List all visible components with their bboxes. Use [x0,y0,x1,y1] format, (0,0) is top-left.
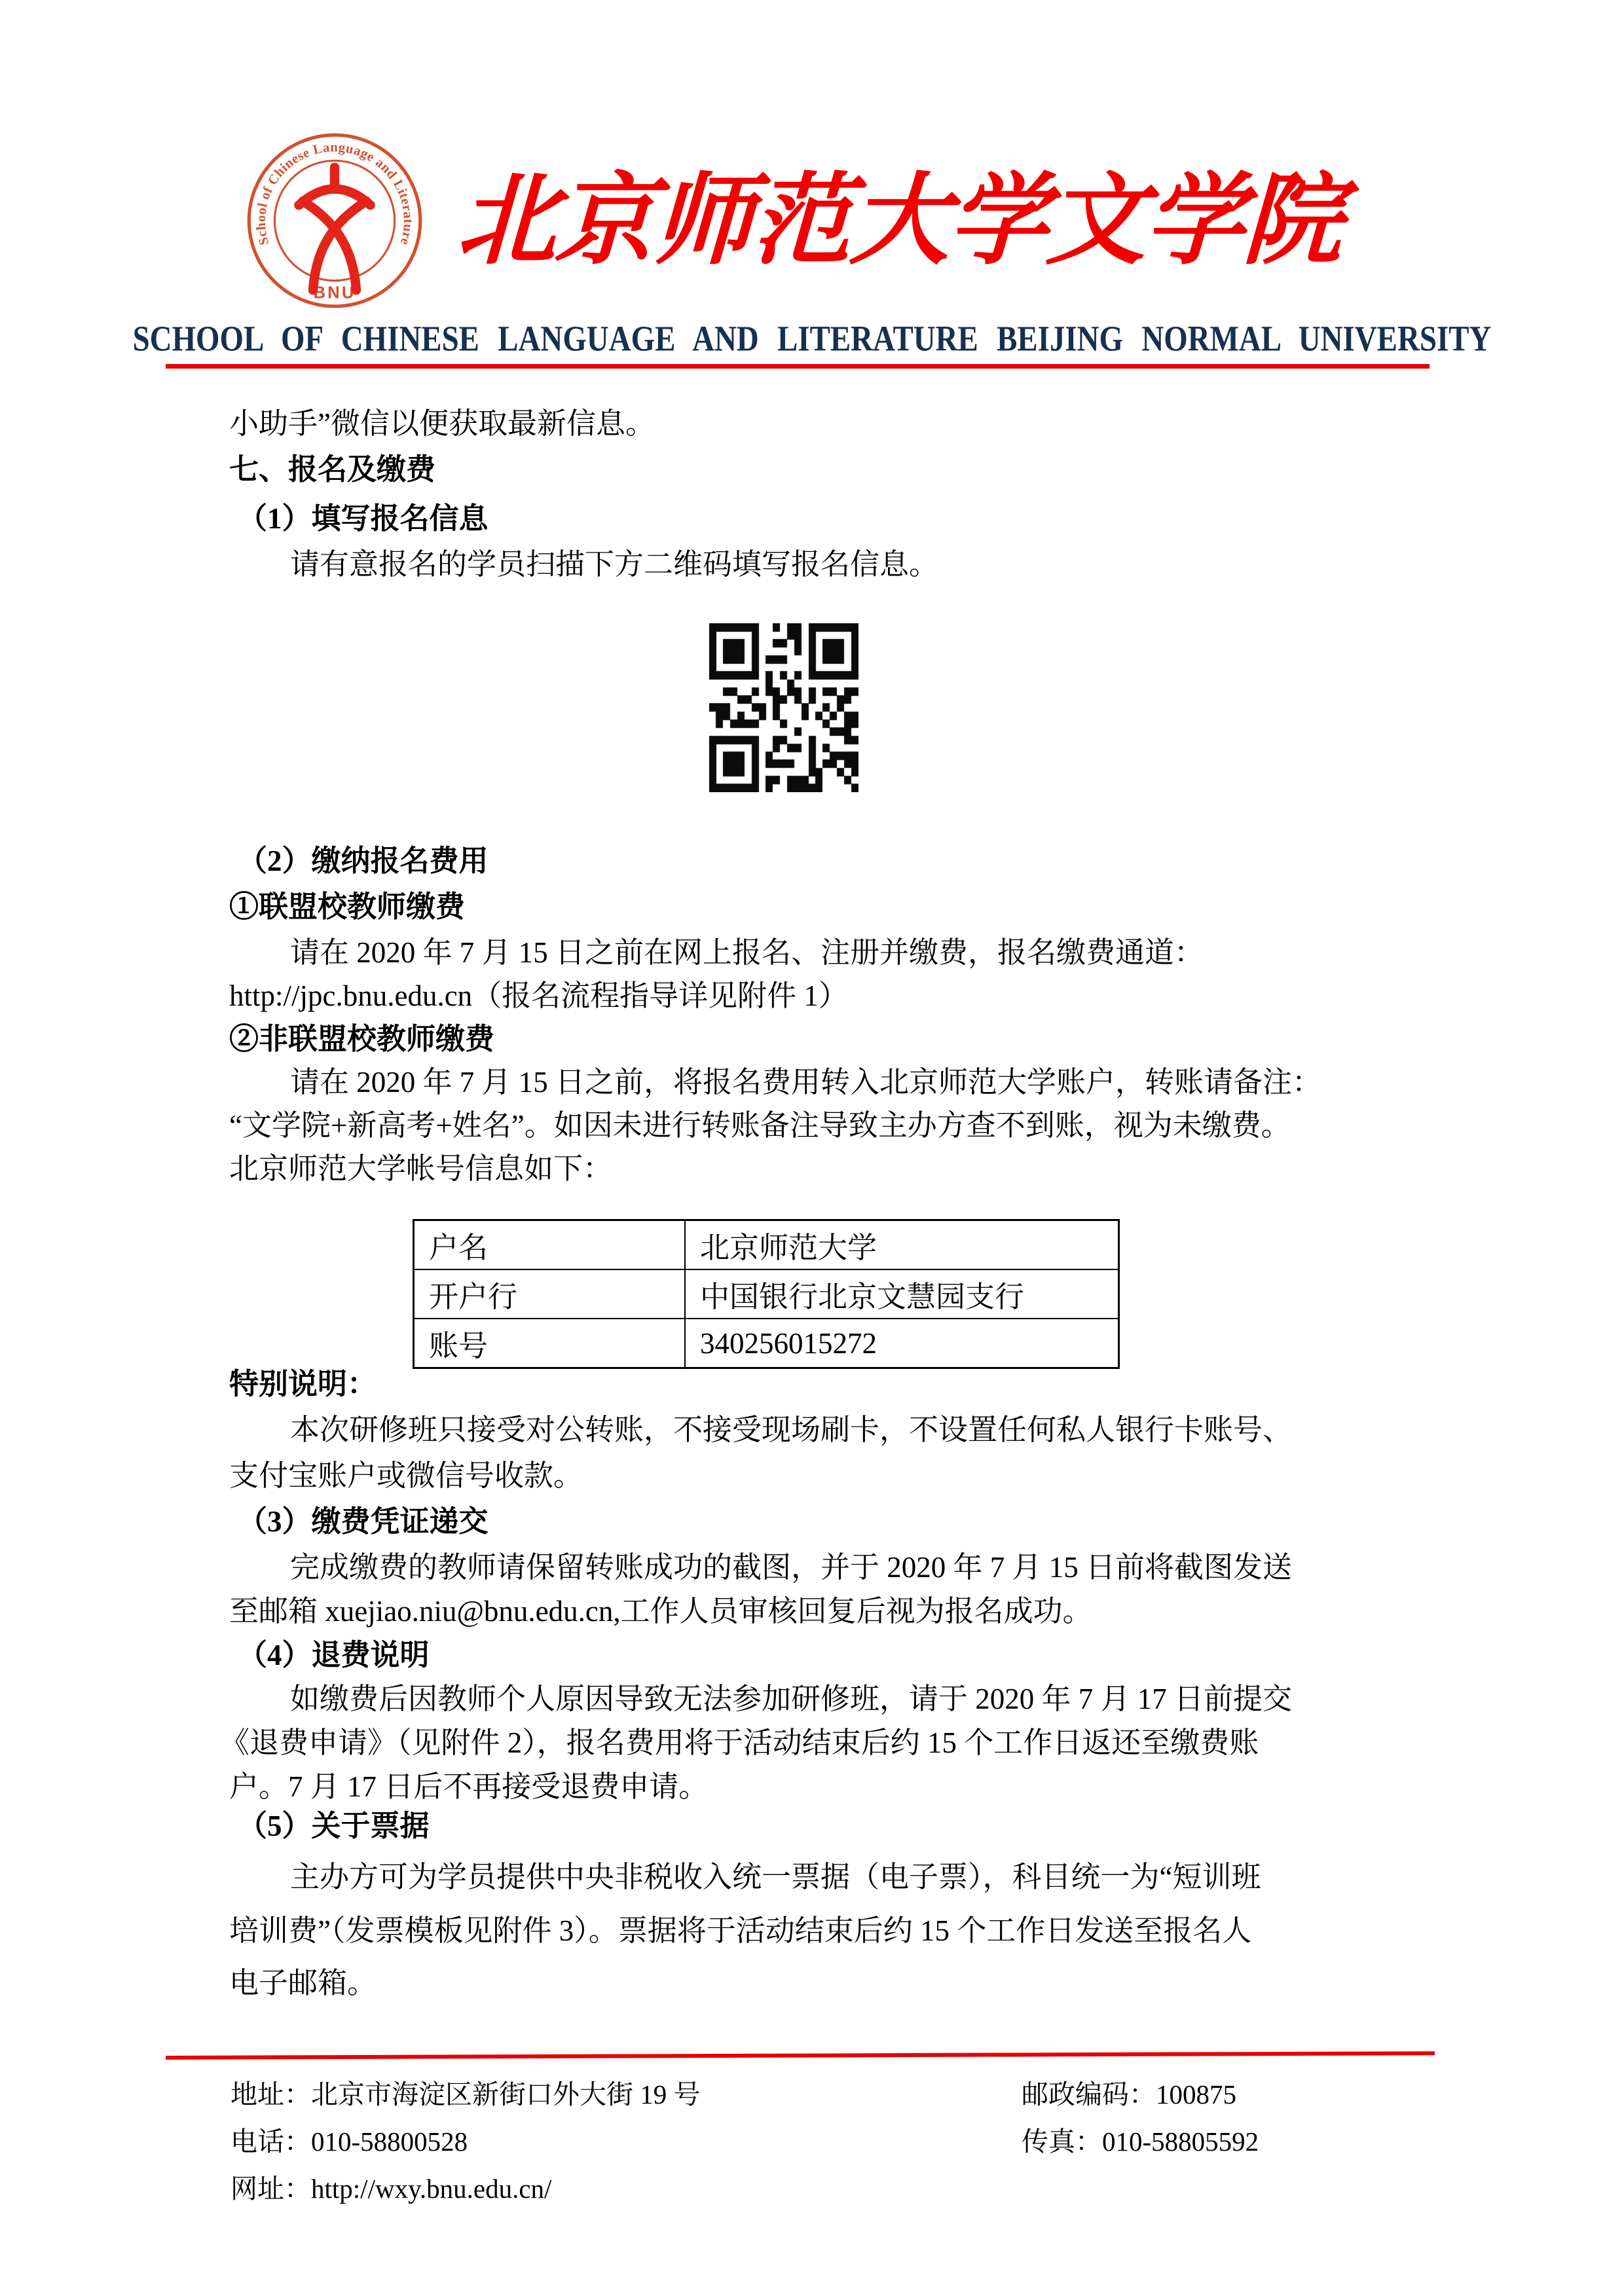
account-name-value: 北京师范大学 [685,1220,1119,1270]
footer-address: 地址：北京市海淀区新街口外大街 19 号 [231,2079,701,2109]
sub-heading: （1）填写报名信息 [238,502,489,535]
page-subtitle: SCHOOL OF CHINESE LANGUAGE AND LITERATURE BEIJING NORMAL UNIVERSITY [132,319,1492,359]
footer-website: 网址：http://wxy.bnu.edu.cn/ [231,2174,552,2204]
text-line: 支付宝账户或微信号收款。 [229,1459,583,1492]
table-row [414,1319,1119,1368]
account-number-value: 340256015272 [685,1319,1119,1368]
sub-heading: ①联盟校教师缴费 [229,890,466,923]
sub-heading: （5）关于票据 [238,1810,430,1842]
text-line: 小助手”微信以便获取最新信息。 [229,407,655,440]
footer-row [231,2171,1468,2206]
text-line: 完成缴费的教师请保留转账成功的截图，并于 2020 年 7 月 15 日前将截图发送 [290,1551,1293,1584]
section-heading: 七、报名及缴费 [229,453,436,486]
text-line: “文学院+新高考+姓名”。如因未进行转账备注导致主办方查不到账，视为未缴费。 [229,1109,1291,1142]
table-row [414,1269,1119,1319]
sub-heading: （2）缴纳报名费用 [238,845,489,877]
footer-row [231,2124,1468,2159]
text-line: 户。7 月 17 日后不再接受退费申请。 [229,1770,709,1803]
text-line: 请有意报名的学员扫描下方二维码填写报名信息。 [290,548,939,581]
table-row [414,1220,1119,1270]
footer-fax: 传真：010-58805592 [1022,2126,1259,2157]
special-note-heading: 特别说明： [229,1368,377,1400]
sub-heading: （3）缴费凭证递交 [238,1505,489,1538]
bank-branch-label: 开户行 [414,1269,686,1319]
text-line: 如缴费后因教师个人原因导致无法参加研修班，请于 2020 年 7 月 17 日前提交 [290,1683,1293,1715]
page-title: 北京师范大学文学院 [455,166,1344,276]
footer-row [231,2077,1468,2112]
logo-ring-text: School of Chinese Language and Literature [253,140,416,247]
text-line: 培训费”（发票模板见附件 3）。票据将于活动结束后约 15 个工作日发送至报名人 [229,1914,1252,1947]
text-line: 《退费申请》（见附件 2），报名费用将于活动结束后约 15 个工作日返还至缴费账 [220,1726,1259,1759]
header-divider-line [166,364,1430,369]
bank-account-table [413,1219,1120,1369]
registration-qr-code [709,623,858,792]
logo-wen-glyph-icon [299,168,370,290]
text-line: 主办方可为学员提供中央非税收入统一票据（电子票），科目统一为“短训班 [290,1861,1261,1893]
logo-bnu-text: BNU [313,283,356,302]
payment-url-line: http://jpc.bnu.edu.cn（报名流程指导详见附件 1） [229,979,848,1012]
text-line: 本次研修班只接受对公转账，不接受现场刷卡，不设置任何私人银行卡账号、 [290,1413,1293,1446]
text-line: 请在 2020 年 7 月 15 日之前在网上报名、注册并缴费，报名缴费通道： [290,936,1204,969]
bank-branch-value: 中国银行北京文慧园支行 [685,1269,1119,1319]
footer-divider-line [166,2051,1435,2060]
account-name-label: 户名 [414,1220,686,1270]
text-line: 请在 2020 年 7 月 15 日之前，将报名费用转入北京师范大学账户，转账请备注： [290,1066,1322,1099]
email-line: 至邮箱 xuejiao.niu@bnu.edu.cn,工作人员审核回复后视为报名成功。 [229,1595,1092,1628]
text-line: 北京师范大学帐号信息如下： [229,1152,613,1185]
account-number-label: 账号 [414,1319,686,1368]
sub-heading: ②非联盟校教师缴费 [229,1023,495,1055]
school-seal-logo [244,130,426,312]
text-line: 电子邮箱。 [229,1967,377,1999]
sub-heading: （4）退费说明 [238,1639,430,1671]
footer-postcode: 邮政编码：100875 [1022,2079,1236,2109]
footer-phone: 电话：010-58800528 [231,2126,468,2157]
